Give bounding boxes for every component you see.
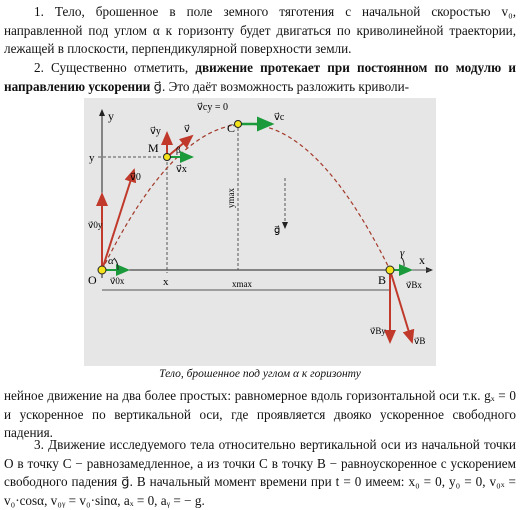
label-g: g⃗ [274,225,281,236]
label-ymax: ymax [226,188,236,208]
point-c [235,121,242,128]
projectile-figure [84,98,436,366]
label-v0x: v⃗0x [110,276,125,286]
label-y-axis: y [108,109,114,123]
paragraph-3-text: нейное движение на два более простых: равномерное вдоль горизонтальной оси т.к. gₓ = 0 и ускоренное по вертикальной оси, где проявляется двояко ускоренное свободного падения. [4,388,516,441]
paragraph-1 [4,3,516,59]
label-v0: v⃗0 [130,172,141,183]
point-o [98,266,106,274]
label-alpha: α [108,255,114,267]
paragraph-2-text-b: g⃗. Это даёт возможность разложить криволи- [150,78,410,94]
label-y-mark: y [89,152,95,164]
label-xmax: xmax [232,279,252,289]
label-vb: v⃗B [414,336,426,346]
label-vm: v⃗ [184,124,190,135]
label-vc: v⃗c [274,112,285,123]
label-origin: O [88,273,97,287]
label-gamma: γ [400,247,405,259]
label-vby: v⃗By [370,326,386,336]
label-vcy: v⃗cy = 0 [197,102,228,113]
label-vy: v⃗y [150,126,161,137]
label-v0y: v⃗0y [88,220,103,230]
projectile-diagram [84,98,436,366]
label-point-c: C [227,121,236,135]
label-point-m: M [148,141,159,155]
label-vx: v⃗x [176,164,187,175]
paragraph-1-text: 1. Тело, брошенное в поле земного тяготения с начальной скоростью v₀, направленной под углом α к горизонту будет двигаться по криволинейной траектории, лежащей в плоскости, перпендикулярной поверхности земли. [4,4,516,57]
paragraph-2-bold: движение протекает при постоянном по модулю и направлению ускорении [4,60,516,94]
figure-caption: Тело, брошенное под углом α к горизонту [159,368,361,380]
label-vbx: v⃗Bx [406,280,422,290]
paragraph-3 [4,387,516,443]
paragraph-4 [4,436,516,510]
label-point-b: B [378,273,387,287]
point-b [386,266,394,274]
label-x-mark: x [163,276,169,288]
paragraph-2-text-a: 2. Существенно отметить, [34,60,196,75]
label-x-axis: x [419,253,425,267]
paragraph-4-text: 3. Движение исследуемого тела относительно вертикальной оси из начальной точки О в точку С − равнозамедленное, а из точки С в точку В − равноускоренное с ускорением свободного падения g⃗. В начальный момент времени при t = 0 имеем: x₀ = 0, y₀ = 0, v₀ₓ = v₀·cosα, v₀ᵧ = v₀·sinα, aₓ = 0, aᵧ = − g. [4,437,516,508]
label-beta: β [176,145,181,155]
point-m [164,154,171,161]
paragraph-2 [4,59,516,96]
